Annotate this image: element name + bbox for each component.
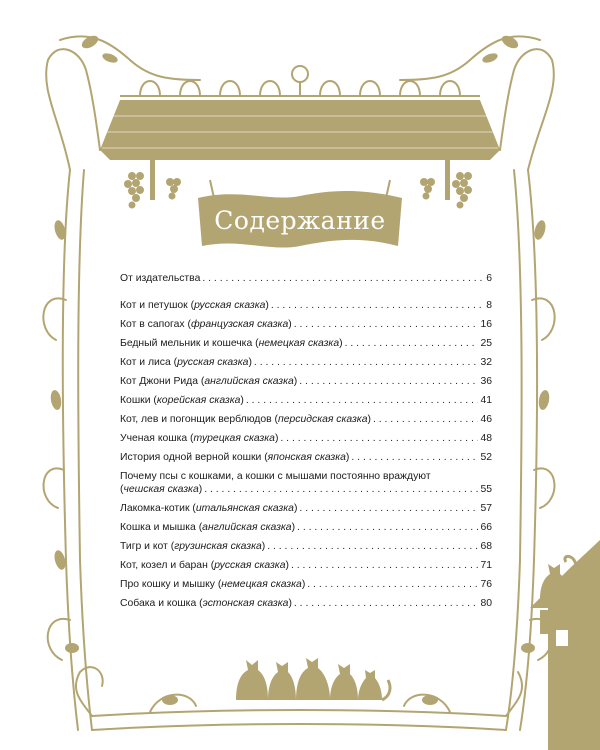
- toc-entry-origin: русская сказка: [214, 560, 286, 571]
- toc-entry-page: 8: [486, 300, 492, 311]
- page-title: Содержание: [214, 205, 386, 235]
- toc-entry-title: Ученая кошка: [120, 433, 188, 444]
- toc-entry-title: Про кошку и мышку: [120, 579, 215, 590]
- toc-entry-title: От издательства: [120, 273, 201, 284]
- toc-entry-title: Кот и петушок: [120, 300, 188, 311]
- toc-entry: [120, 272, 492, 285]
- toc-entry: Собака и кошка (эстонская сказка) . . . 80: [120, 597, 492, 610]
- toc-entry: Кот и петушок (русская сказка) . . . 8: [120, 299, 492, 312]
- toc-entry: Кошка и мышка (английская сказка) . . . 66: [120, 521, 492, 534]
- toc-entry: Ученая кошка (турецкая сказка) . . . 48: [120, 432, 492, 445]
- toc-entry-origin: корейская сказка: [156, 395, 241, 406]
- toc-entry-page: 66: [480, 522, 492, 533]
- cats-silhouette: [236, 658, 390, 700]
- toc-entry-title: Кот в сапогах: [120, 319, 185, 330]
- toc-entry: Лакомка-котик (итальянская сказка) . . . 57: [120, 502, 492, 515]
- toc-entry-origin: итальянская сказка: [195, 503, 294, 514]
- toc-entry-page: 71: [480, 560, 492, 571]
- toc-entry: Кот, лев и погонщик верблюдов (персидская сказка) . . . 46: [120, 413, 492, 426]
- toc-entry-page: 32: [480, 357, 492, 368]
- toc-entry-page: 80: [480, 598, 492, 609]
- toc-entry-page: 48: [480, 433, 492, 444]
- toc-entry-title: Собака и кошка: [120, 598, 197, 609]
- toc-entry-page: 6: [486, 273, 492, 284]
- toc-entry-origin: персидская сказка: [278, 414, 368, 425]
- toc-entry: Кот Джони Рида (английская сказка) . . . 36: [120, 375, 492, 388]
- toc-entry: Про кошку и мышку (немецкая сказка) . . . 76: [120, 578, 492, 591]
- toc-entry-origin: английская сказка: [204, 376, 294, 387]
- toc-entry-page: 25: [480, 338, 492, 349]
- toc-entry-title: История одной верной кошки: [120, 452, 262, 463]
- toc-entry-title: Тигр и кот: [120, 541, 168, 552]
- toc-entry-origin: русская сказка: [177, 357, 249, 368]
- toc-entry: Тигр и кот (грузинская сказка) . . . 68: [120, 540, 492, 553]
- toc-entry-origin: французская сказка: [190, 319, 289, 330]
- toc-entry-page: 52: [480, 452, 492, 463]
- toc-entry-title: Кошки: [120, 395, 151, 406]
- toc-entry-page: 57: [480, 503, 492, 514]
- toc-entry-title: Кот, лев и погонщик верблюдов: [120, 414, 272, 425]
- roof-railing: [120, 66, 480, 96]
- toc-entry: Кошки (корейская сказка) . . . 41: [120, 394, 492, 407]
- toc-entry-origin: японская сказка: [267, 452, 346, 463]
- toc-entry-page: 41: [480, 395, 492, 406]
- toc-entry-origin: немецкая сказка: [221, 579, 302, 590]
- toc-entry-origin: русская сказка: [194, 300, 266, 311]
- table-of-contents: [120, 272, 492, 610]
- toc-entry-origin: английская сказка: [202, 522, 292, 533]
- toc-entry: Кот и лиса (русская сказка) . . . 32: [120, 356, 492, 369]
- toc-entry: Бедный мельник и кошечка (немецкая сказка) . . . 25: [120, 337, 492, 350]
- toc-entry-page: 46: [480, 414, 492, 425]
- toc-entry-origin: немецкая сказка: [258, 338, 340, 349]
- toc-entry-origin: турецкая сказка: [193, 433, 275, 444]
- toc-entry-page: 55: [480, 484, 492, 495]
- toc-entry-page: 76: [480, 579, 492, 590]
- toc-entry: Кот, козел и баран (русская сказка) . . . 71: [120, 559, 492, 572]
- toc-entry-title: Кот, козел и баран: [120, 560, 208, 571]
- bottom-vine: [92, 724, 506, 730]
- toc-entry-page: 36: [480, 376, 492, 387]
- toc-entry-origin: грузинская сказка: [174, 541, 262, 552]
- toc-entry-title: Кот Джони Рида: [120, 376, 199, 387]
- toc-entry: Почему псы с кошками, а кошки с мышами постоянно враждуют (чешская сказка) . . . 55: [120, 470, 492, 496]
- toc-entry-title: Кошка и мышка: [120, 522, 196, 533]
- toc-entry: История одной верной кошки (японская сказка) . . . 52: [120, 451, 492, 464]
- toc-entry-title: Бедный мельник и кошечка: [120, 338, 253, 349]
- toc-entry-title: Кот и лиса: [120, 357, 171, 368]
- toc-entry-title: Почему псы с кошками, а кошки с мышами постоянно враждуют: [120, 471, 431, 482]
- toc-entry-page: 16: [480, 319, 492, 330]
- toc-entry-title: Лакомка-котик: [120, 503, 190, 514]
- toc-entry-origin: чешская сказка: [123, 484, 199, 495]
- toc-entry: Кот в сапогах (французская сказка) . . . 16: [120, 318, 492, 331]
- toc-entry-origin: эстонская сказка: [202, 598, 289, 609]
- toc-entry-page: 68: [480, 541, 492, 552]
- roof: [100, 100, 500, 160]
